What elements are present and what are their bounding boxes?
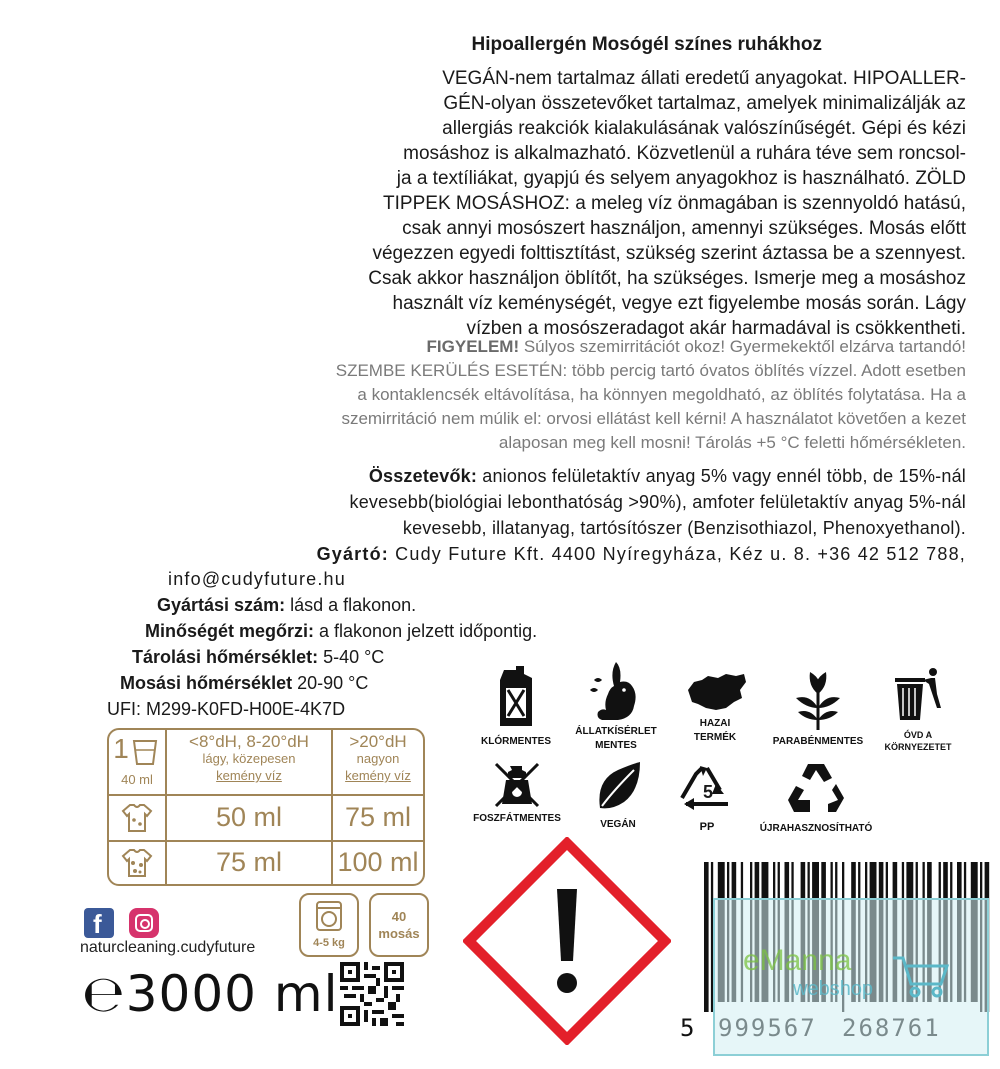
col-hard-header: >20°dH	[349, 732, 407, 751]
cup-number: 1	[113, 733, 129, 764]
label-local-1: HAZAI	[699, 718, 731, 729]
label-cruelty-free-2: MENTES	[595, 740, 637, 751]
canister-icon	[496, 664, 536, 728]
description-line: csak annyi mosószert használjon, amennyi szükséges. Mosás előtt	[402, 218, 966, 239]
ingredients-text: anionos felületaktív anyag 5% vagy ennél több, de 15%-nál	[477, 466, 966, 486]
manufacturer-email: info@cudyfuture.hu	[168, 569, 346, 589]
shirt-heavy-soil-icon	[121, 847, 153, 879]
ufi-code: UFI: M299-K0FD-H00E-4K7D	[107, 699, 346, 719]
label-vegan: VEGÁN	[600, 819, 636, 830]
label-chlorine-free: KLÓRMENTES	[481, 736, 551, 747]
recycle-icon	[786, 760, 846, 816]
best-before-label: Minőségét megőrzi:	[145, 621, 315, 641]
product-title: Hipoallergén Mosógél színes ruhákhoz	[471, 34, 822, 55]
wash-temp-label: Mosási hőmérséklet	[120, 673, 293, 693]
description-line: allergiás reakciók kialakulásának valószínűségét. Gépi és kézi	[442, 118, 966, 139]
col-soft-header: <8°dH, 8-20°dH	[189, 732, 309, 751]
leaves-icon	[790, 668, 846, 732]
instagram-icon[interactable]	[129, 908, 159, 938]
washes-label: mosás	[378, 926, 420, 941]
warning-label: FIGYELEM!	[426, 337, 520, 356]
washing-machine-icon	[315, 900, 343, 932]
description-line: TIPPEK MOSÁSHOZ: a meleg víz önmagában is szennyoldó hatású,	[383, 193, 966, 214]
watermark-sub: webshop	[793, 978, 874, 1000]
description-line: Csak akkor használjon öblítőt, ha szükséges. Ismerje meg a mosáshoz	[368, 268, 966, 289]
hungary-map-icon	[686, 672, 748, 712]
washes-badge	[369, 893, 429, 957]
machine-load-badge	[299, 893, 359, 957]
col-soft-sub2: kemény víz	[216, 768, 282, 783]
ingredients-line: kevesebb(biológiai lebonthatóság >90%), amfoter felületaktív anyag 5%-nál	[349, 492, 966, 512]
batch-label: Gyártási szám:	[157, 595, 286, 615]
warning-text: Súlyos szemirritációt okoz! Gyermekektől elzárva tartandó!	[519, 337, 966, 356]
warning-line: alaposan meg kell mosni! Tárolás +5 °C feletti hőmérsékleten.	[498, 433, 966, 452]
dose-row1-hard: 75 ml	[344, 802, 412, 832]
wash-temp-value: 20-90 °C	[292, 673, 369, 693]
warning-line: SZEMBE KERÜLÉS ESETÉN: több percig tartó óvatos öblítés vízzel. Adott esetben	[335, 361, 966, 380]
emanna-watermark	[713, 898, 989, 1056]
washes-number: 40	[391, 909, 407, 924]
storage-temp-label: Tárolási hőmérséklet:	[132, 647, 319, 667]
shirt-light-soil-icon	[121, 802, 153, 834]
trash-bin-icon	[893, 664, 941, 724]
dose-row2-hard: 100 ml	[337, 847, 419, 877]
label-local-2: TERMÉK	[693, 732, 737, 743]
storage-temp-value: 5-40 °C	[318, 647, 385, 667]
machine-load-text: 4-5 kg	[313, 937, 345, 949]
description-line: használt víz keménységét, vegye ezt figyelembe mosás során. Lágy	[392, 293, 966, 314]
description-line: mosáshoz is alkalmazható. Közvetlenül a ruhára téve sem roncsol-	[403, 143, 966, 164]
description-line: ja a textíliákat, gyapjú és selyem anyagokhoz is használható. ZÖLD	[396, 168, 966, 189]
label-paraben-free: PARABÉNMENTES	[772, 736, 864, 747]
exclamation-hazard-icon	[463, 837, 671, 1045]
dose-row1-soft: 50 ml	[215, 802, 283, 832]
label-recyclable: ÚJRAHASZNOSÍTHATÓ	[759, 823, 873, 834]
volume-label: ℮3000 ml	[82, 965, 339, 1023]
description-line: vízben a mosószeradagot akár harmadával is csökkentheti.	[466, 318, 966, 339]
manufacturer-text: Cudy Future Kft. 4400 Nyíregyháza, Kéz u. 8. +36 42 512 788,	[388, 544, 966, 564]
social-url: naturcleaning.cudyfuture	[80, 939, 256, 956]
best-before-value: a flakonon jelzett időpontig.	[314, 621, 538, 641]
label-pp: PP	[699, 821, 715, 833]
qr-code-icon	[340, 962, 404, 1026]
col-hard-sub2: kemény víz	[345, 768, 411, 783]
watermark-brand: eManna	[743, 944, 852, 977]
pp-number: 5	[702, 782, 713, 802]
barcode-first-digit: 5	[680, 1014, 695, 1042]
label-protect-env-1: ÓVD A	[903, 730, 933, 740]
ingredients-label: Összetevők:	[368, 466, 478, 486]
dosage-table	[107, 728, 425, 886]
cart-icon	[891, 952, 951, 1000]
measuring-cup-icon	[131, 738, 159, 766]
cup-ml: 40 ml	[121, 772, 153, 787]
dose-row2-soft: 75 ml	[215, 847, 283, 877]
rabbit-icon	[588, 660, 640, 722]
warning-line: szemirritáció nem múlik el: orvosi ellátást kell kérni! A használatot követően a kezet	[341, 409, 966, 428]
vegan-leaf-icon	[594, 760, 642, 812]
warning-line: a kontaklencsék eltávolítása, ha könnyen megoldható, az öblítés folytatása. Ha a	[357, 385, 966, 404]
col-hard-sub1: nagyon	[356, 751, 400, 766]
batch-value: lásd a flakonon.	[285, 595, 417, 615]
label-phosphate-free: FOSZFÁTMENTES	[473, 813, 561, 824]
ingredients-line: kevesebb, illatanyag, tartósítószer (Benzisothiazol, Phenoxyethanol).	[402, 518, 966, 538]
description-line: GÉN-olyan összetevőket tartalmaz, amelyek minimalizálják az	[443, 93, 966, 114]
label-cruelty-free-1: ÁLLATKÍSÉRLET	[575, 726, 657, 737]
phosphate-free-icon	[494, 762, 540, 808]
col-soft-sub1: lágy, közepesen	[202, 751, 296, 766]
label-protect-env-2: KÖRNYEZETET	[884, 742, 952, 752]
manufacturer-label: Gyártó:	[316, 544, 389, 564]
description-line: végezzen egyedi folttisztítást, szükség szerint áztassa be a szennyest.	[372, 243, 966, 264]
facebook-icon[interactable]: f	[84, 908, 114, 938]
description-line: VEGÁN-nem tartalmaz állati eredetű anyagokat. HIPOALLER-	[442, 68, 966, 89]
